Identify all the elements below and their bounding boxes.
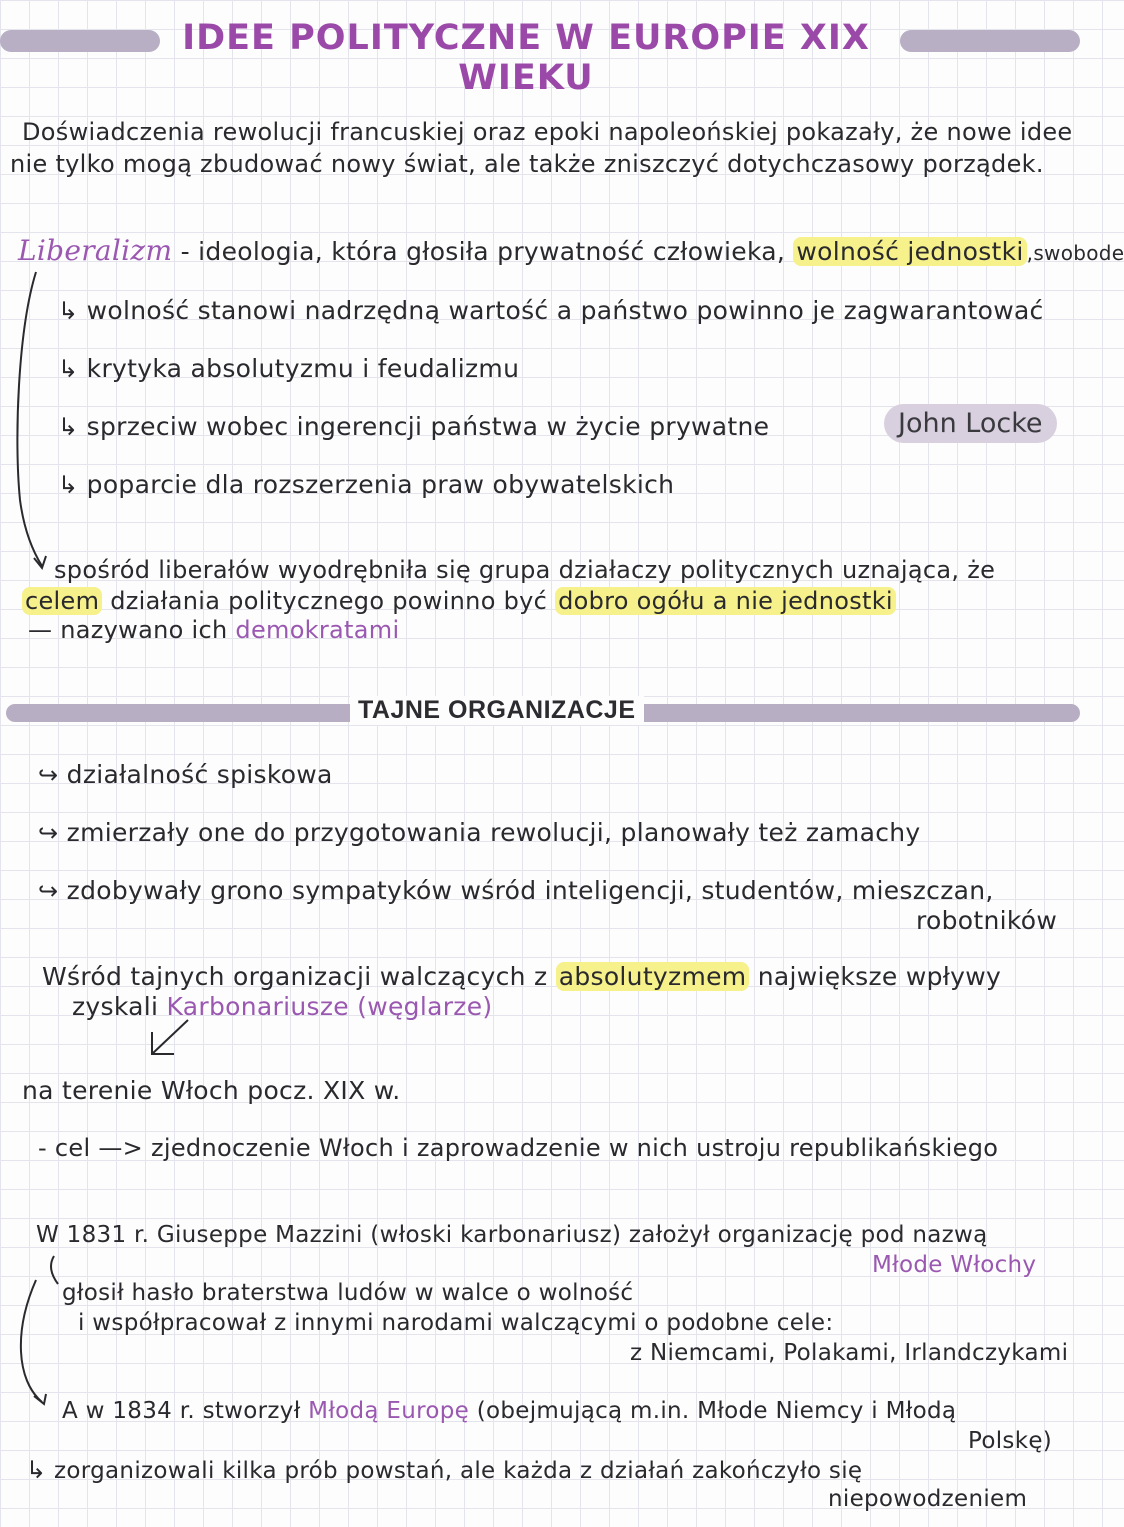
liberalism-bullet-text: krytyka absolutyzmu i feudalizmu xyxy=(86,354,520,383)
final-line-2: niepowodzeniem xyxy=(828,1486,1028,1512)
carbonari-term: Karbonariusze (węglarze) xyxy=(166,992,493,1021)
secret-bullet-text: zdobywały grono sympatyków wśród inteligencji, studentów, mieszczan, xyxy=(66,876,994,905)
intro-line-1: Doświadczenia rewolucji francuskiej oraz epoki napoleońskiej pokazały, że nowe idee xyxy=(22,118,1073,146)
young-europe-line xyxy=(62,1398,956,1424)
liberalism-definition: - ideologia, która głosiła prywatność człowieka, xyxy=(180,237,786,266)
carbonari-text-b: największe wpływy xyxy=(757,962,1002,991)
liberalism-bullet-text: sprzeciw wobec ingerencji państwa w życie prywatne xyxy=(86,412,770,441)
secret-bullet-text: działalność spiskowa xyxy=(66,760,333,789)
intro-line-2: nie tylko mogą zbudować nowy świat, ale także zniszczyć dotychczasowy porządek. xyxy=(10,150,1044,178)
carbonari-text-c: zyskali xyxy=(72,992,159,1021)
section-title: TAJNE ORGANIZACJE xyxy=(350,696,644,725)
slogan-line-2: i współpracował z innymi narodami walczącymi o podobne cele: xyxy=(78,1310,834,1336)
final-line-1 xyxy=(26,1456,862,1484)
young-europe-text-a: A w 1834 r. stworzył xyxy=(62,1398,301,1424)
hook-arrow-icon: ↳ xyxy=(58,471,79,499)
democrats-line-2-text: działania politycznego powinno być xyxy=(110,587,548,615)
carbonari-highlight: absolutyzmem xyxy=(556,962,750,991)
secret-bullet-continued: robotników xyxy=(916,906,1058,935)
liberalism-definition-tail: ,swobode xyxy=(1026,241,1124,265)
hook-arrow-icon: ↳ xyxy=(58,355,79,383)
person-badge: John Locke xyxy=(884,404,1057,443)
democrats-line-1: spośród liberałów wyodrębniła się grupa działaczy politycznych uznająca, że xyxy=(54,556,996,584)
democrats-highlight-2: dobro ogółu a nie jednostki xyxy=(555,587,896,615)
hook-arrow-icon: ↳ xyxy=(58,413,79,441)
carbonari-text-a: Wśród tajnych organizacji walczących z xyxy=(42,962,548,991)
young-europe-term: Młodą Europę xyxy=(308,1398,470,1424)
young-europe-text-b: (obejmującą m.in. Młode Niemcy i Młodą xyxy=(476,1398,957,1424)
liberalism-term: Liberalizm xyxy=(18,234,173,267)
young-europe-line-2: Polskę) xyxy=(968,1428,1053,1454)
liberalism-bullet-text: wolność stanowi nadrzędną wartość a państwo powinno je zagwarantować xyxy=(86,296,1044,325)
liberalism-highlight: wolność jednostki xyxy=(793,237,1026,266)
slogan-line-1: głosił hasło braterstwa ludów w walce o wolność xyxy=(62,1280,634,1306)
mazzini-line: W 1831 r. Giuseppe Mazzini (włoski karbonariusz) założył organizację pod nazwą xyxy=(36,1222,988,1248)
slogan-line-3: z Niemcami, Polakami, Irlandczykami xyxy=(630,1340,1069,1366)
curved-arrow-icon: ↪ xyxy=(38,877,59,905)
hook-arrow-icon: ↳ xyxy=(58,297,79,325)
young-italy: Młode Włochy xyxy=(872,1252,1037,1278)
liberalism-bullet-text: poparcie dla rozszerzenia praw obywatelskich xyxy=(86,470,675,499)
page-title: IDEE POLITYCZNE W EUROPIE XIX WIEKU xyxy=(182,18,870,98)
hook-arrow-icon: ↳ xyxy=(26,1456,47,1484)
democrats-highlight-1: celem xyxy=(22,587,102,615)
democrats-line-3-text: — nazywano ich xyxy=(28,616,228,644)
final-line-1-text: zorganizowali kilka prób powstań, ale każda z działań zakończyło się xyxy=(54,1458,863,1484)
region-line: na terenie Włoch pocz. XIX w. xyxy=(22,1076,401,1105)
secret-bullet-text: zmierzały one do przygotowania rewolucji, planowały też zamachy xyxy=(66,818,921,847)
democrats-term: demokratami xyxy=(235,616,400,644)
curved-arrow-icon: ↪ xyxy=(38,761,59,789)
goal-line: - cel —> zjednoczenie Włoch i zaprowadzenie w nich ustroju republikańskiego xyxy=(38,1134,999,1162)
curved-arrow-icon: ↪ xyxy=(38,819,59,847)
